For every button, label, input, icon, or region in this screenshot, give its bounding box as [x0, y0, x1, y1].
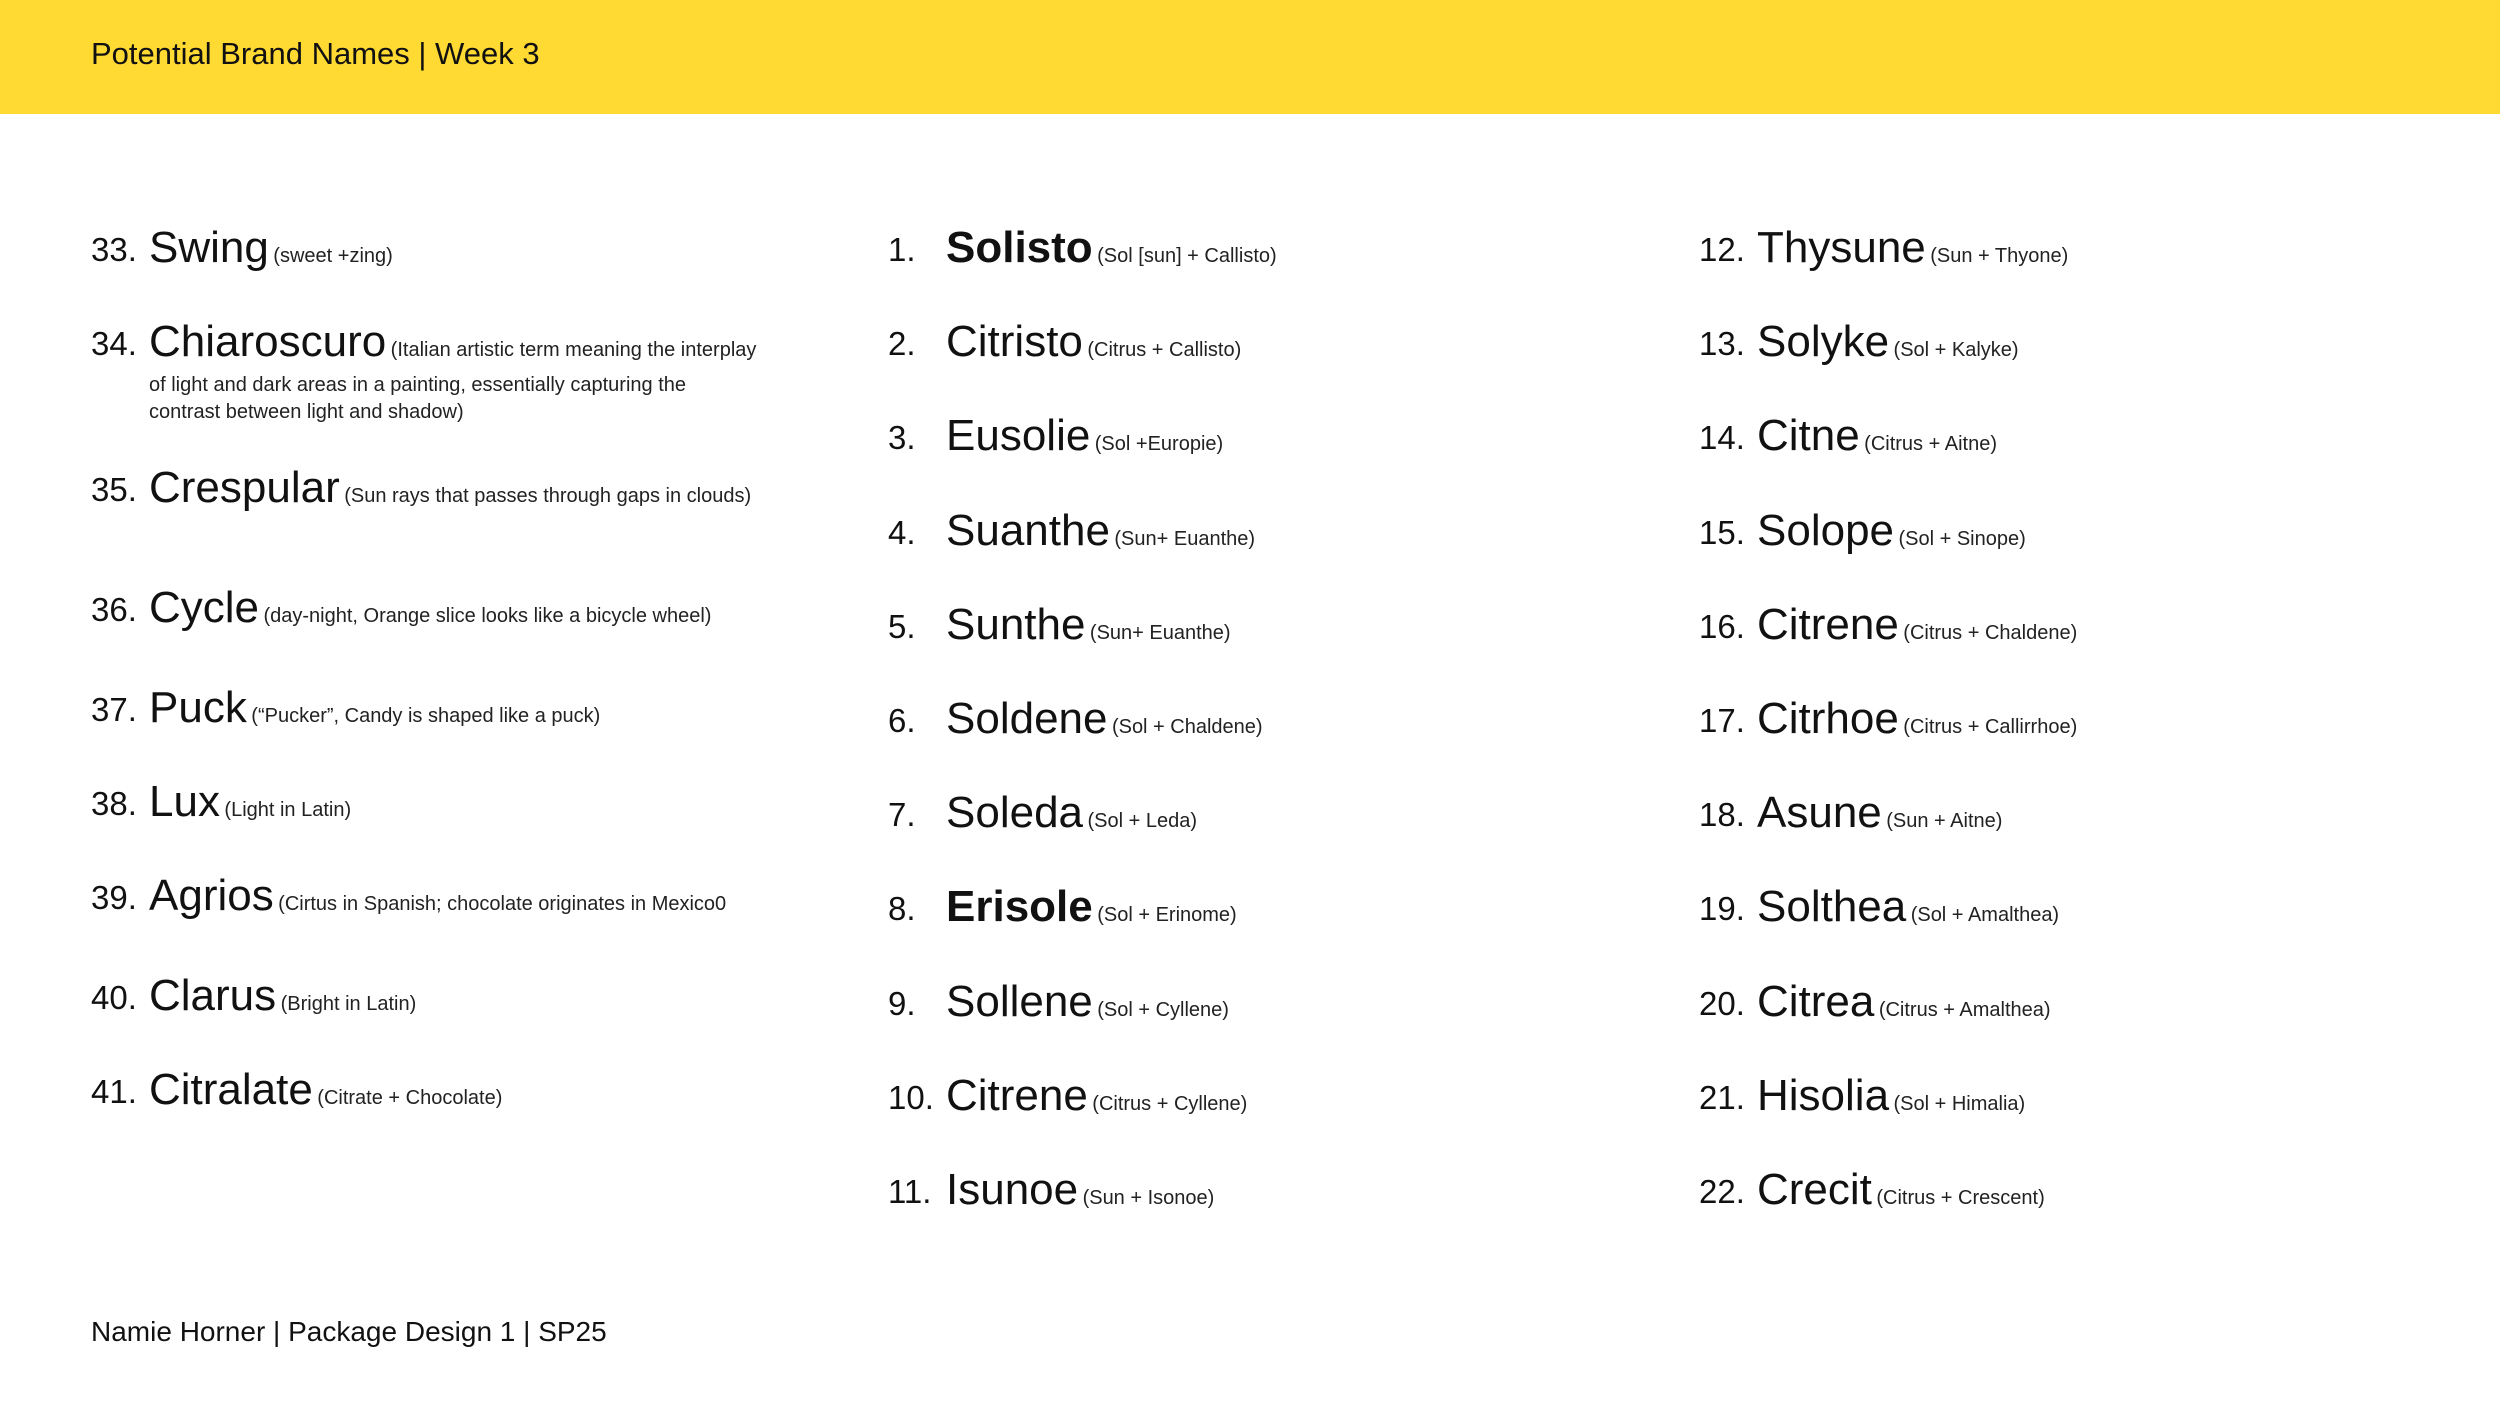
entry-body [946, 1160, 1648, 1220]
brand-name: Isunoe [946, 1164, 1079, 1214]
entry-body [149, 578, 759, 638]
names-column-2 [888, 218, 1648, 1254]
brand-name-entry [888, 595, 1648, 689]
entry-body [946, 877, 1648, 937]
brand-name: Puck [149, 683, 247, 732]
entry-number: 39. [91, 879, 137, 916]
entry-number: 20. [1699, 984, 1745, 1022]
brand-name-entry [1699, 406, 2459, 500]
name-origin-note: (Sun + Isonoe) [1082, 1186, 1215, 1209]
entry-body [149, 966, 759, 1026]
name-origin-note: (Citrate + Chocolate) [317, 1087, 503, 1109]
brand-name: Citrene [946, 1070, 1088, 1120]
brand-name: Lux [149, 777, 220, 826]
name-origin-note: (Citrus + Callisto) [1087, 339, 1242, 362]
name-origin-note: (day-night, Orange slice looks like a bicycle wheel) [263, 605, 712, 627]
entry-body [1757, 783, 2459, 843]
entry-body [149, 678, 759, 738]
brand-name-entry [888, 689, 1648, 783]
brand-name: Soleda [946, 788, 1084, 838]
entry-number: 35. [91, 471, 137, 508]
entry-number: 37. [91, 691, 137, 728]
brand-name: Sunthe [946, 599, 1086, 649]
brand-name: Crespular [149, 463, 340, 512]
entry-body [946, 1066, 1648, 1126]
entry-number: 17. [1699, 701, 1745, 739]
brand-name-entry [888, 1066, 1648, 1160]
brand-name: Swing [149, 223, 269, 272]
brand-name: Crecit [1757, 1164, 1872, 1214]
brand-name-entry [91, 312, 757, 458]
entry-body [946, 501, 1648, 561]
brand-name-entry [1699, 501, 2459, 595]
name-origin-note: (“Pucker”, Candy is shaped like a puck) [251, 705, 601, 727]
entry-body [946, 972, 1648, 1032]
name-origin-note: (Sol + Sinope) [1898, 527, 2026, 550]
entry-number: 7. [888, 796, 916, 834]
brand-name-entry [91, 772, 721, 866]
entry-body [946, 783, 1648, 843]
entry-body [946, 218, 1648, 278]
entry-number: 33. [91, 231, 137, 268]
entry-number: 41. [91, 1073, 137, 1110]
brand-name: Suanthe [946, 505, 1110, 555]
name-origin-note: (Sun + Thyone) [1930, 245, 2069, 267]
brand-name: Citrene [1757, 599, 1899, 649]
name-origin-note: (Sun+ Euanthe) [1089, 621, 1231, 644]
entry-body [1757, 406, 2459, 466]
entry-number: 19. [1699, 890, 1745, 928]
entry-body [1757, 595, 2459, 655]
name-origin-note: (Citrus + Aitne) [1864, 433, 1997, 456]
brand-name-entry [1699, 1066, 2459, 1160]
brand-name-entry [1699, 689, 2459, 783]
names-column-1 [91, 218, 757, 1154]
entry-number: 5. [888, 607, 916, 645]
entry-body [946, 406, 1648, 466]
entry-body [1757, 218, 2459, 278]
brand-name-entry [1699, 783, 2459, 877]
brand-name-entry [91, 966, 721, 1060]
brand-name: Eusolie [946, 411, 1091, 461]
brand-name-entry [888, 1160, 1648, 1254]
name-origin-note: (Italian artistic term meaning the interplay of light and dark areas in a painting, essentially capturing the contrast between light and shadow) [149, 339, 757, 423]
entry-number: 10. [888, 1078, 934, 1116]
brand-name: Solisto [946, 223, 1093, 272]
entry-number: 22. [1699, 1172, 1745, 1210]
entry-body [149, 772, 759, 832]
brand-name: Cycle [149, 583, 260, 632]
entry-number: 4. [888, 513, 916, 551]
brand-name-entry [91, 866, 727, 966]
brand-name: Clarus [149, 971, 277, 1020]
entry-body [1757, 972, 2459, 1032]
entry-number: 38. [91, 785, 137, 822]
brand-name-entry [91, 218, 721, 312]
entry-body [149, 458, 759, 518]
brand-name-entry [1699, 877, 2459, 971]
brand-name: Citralate [149, 1065, 313, 1114]
name-origin-note: (Sol + Amalthea) [1910, 904, 2060, 927]
entry-number: 36. [91, 591, 137, 628]
brand-name: Agrios [149, 871, 274, 920]
brand-name-entry [888, 972, 1648, 1066]
name-origin-note: (Sol [sun] + Callisto) [1097, 245, 1277, 267]
brand-name: Hisolia [1757, 1070, 1890, 1120]
entry-body [1757, 877, 2459, 937]
name-origin-note: (Citrus + Chaldene) [1903, 621, 2078, 644]
header-bar [0, 0, 2500, 114]
brand-name-entry [1699, 218, 2459, 312]
brand-name-entry [888, 501, 1648, 595]
name-origin-note: (sweet +zing) [273, 245, 393, 267]
brand-name: Citrhoe [1757, 693, 1899, 743]
name-origin-note: (Sol +Europie) [1094, 433, 1224, 456]
brand-name-entry [91, 458, 752, 578]
brand-name: Citristo [946, 317, 1083, 367]
entry-number: 3. [888, 419, 916, 457]
entry-body [149, 866, 759, 926]
brand-name: Solyke [1757, 317, 1890, 367]
name-origin-note: (Citrus + Cyllene) [1092, 1092, 1248, 1115]
brand-name-entry [888, 783, 1648, 877]
entry-number: 8. [888, 890, 916, 928]
brand-name: Solthea [1757, 882, 1907, 932]
name-origin-note: (Citrus + Amalthea) [1878, 998, 2051, 1021]
entry-number: 1. [888, 231, 916, 268]
brand-name: Soldene [946, 693, 1108, 743]
brand-name-entry [1699, 595, 2459, 689]
entry-body [1757, 501, 2459, 561]
name-origin-note: (Sun+ Euanthe) [1114, 527, 1256, 550]
entry-number: 12. [1699, 231, 1745, 268]
names-column-3 [1699, 218, 2459, 1254]
entry-number: 16. [1699, 607, 1745, 645]
brand-name: Asune [1757, 788, 1882, 838]
entry-body [946, 595, 1648, 655]
entry-body [1757, 689, 2459, 749]
brand-name-entry [1699, 312, 2459, 406]
entry-number: 14. [1699, 419, 1745, 457]
entry-body [946, 312, 1648, 372]
name-origin-note: (Sol + Erinome) [1097, 904, 1237, 927]
entry-number: 11. [888, 1172, 932, 1210]
entry-body [149, 1060, 759, 1120]
entry-number: 40. [91, 979, 137, 1016]
brand-name-entry [1699, 972, 2459, 1066]
brand-name-entry [91, 578, 721, 678]
entry-number: 13. [1699, 325, 1745, 363]
page-title: Potential Brand Names | Week 3 [91, 36, 540, 71]
name-origin-note: (Sol + Himalia) [1893, 1092, 2026, 1115]
name-origin-note: (Cirtus in Spanish; chocolate originates in Mexico0 [278, 893, 727, 915]
name-origin-note: (Sol + Cyllene) [1097, 998, 1229, 1021]
entry-body [1757, 1160, 2459, 1220]
entry-number: 15. [1699, 513, 1745, 551]
brand-name-entry [888, 312, 1648, 406]
brand-name-entry [91, 1060, 721, 1154]
name-origin-note: (Sol + Kalyke) [1893, 339, 2019, 362]
brand-name-entry [1699, 1160, 2459, 1254]
name-origin-note: (Sol + Chaldene) [1111, 715, 1263, 738]
brand-name: Citrea [1757, 976, 1875, 1026]
entry-body [1757, 312, 2459, 372]
entry-body [149, 218, 759, 278]
brand-name: Erisole [946, 882, 1093, 932]
entry-number: 21. [1699, 1078, 1745, 1116]
brand-name-entry [888, 218, 1648, 312]
name-origin-note: (Citrus + Crescent) [1876, 1186, 2045, 1209]
brand-name: Sollene [946, 976, 1093, 1026]
brand-name: Thysune [1757, 223, 1926, 272]
entry-number: 6. [888, 701, 916, 739]
entry-body [149, 312, 759, 426]
entry-number: 34. [91, 325, 137, 362]
entry-number: 2. [888, 325, 916, 363]
name-origin-note: (Citrus + Callirrhoe) [1903, 715, 2078, 738]
entry-number: 18. [1699, 796, 1745, 834]
brand-name: Citne [1757, 411, 1860, 461]
brand-name-entry [91, 678, 721, 772]
brand-name-entry [888, 406, 1648, 500]
name-origin-note: (Sun + Aitne) [1886, 810, 2003, 833]
entry-number: 9. [888, 984, 916, 1022]
name-origin-note: (Bright in Latin) [280, 993, 417, 1015]
name-origin-note: (Sun rays that passes through gaps in clouds) [344, 485, 752, 507]
footer-credit: Namie Horner | Package Design 1 | SP25 [91, 1316, 607, 1347]
brand-name: Chiaroscuro [149, 317, 387, 366]
entry-body [946, 689, 1648, 749]
name-origin-note: (Sol + Leda) [1087, 810, 1197, 833]
name-origin-note: (Light in Latin) [224, 799, 352, 821]
brand-name-entry [888, 877, 1648, 971]
entry-body [1757, 1066, 2459, 1126]
brand-name: Solope [1757, 505, 1895, 555]
